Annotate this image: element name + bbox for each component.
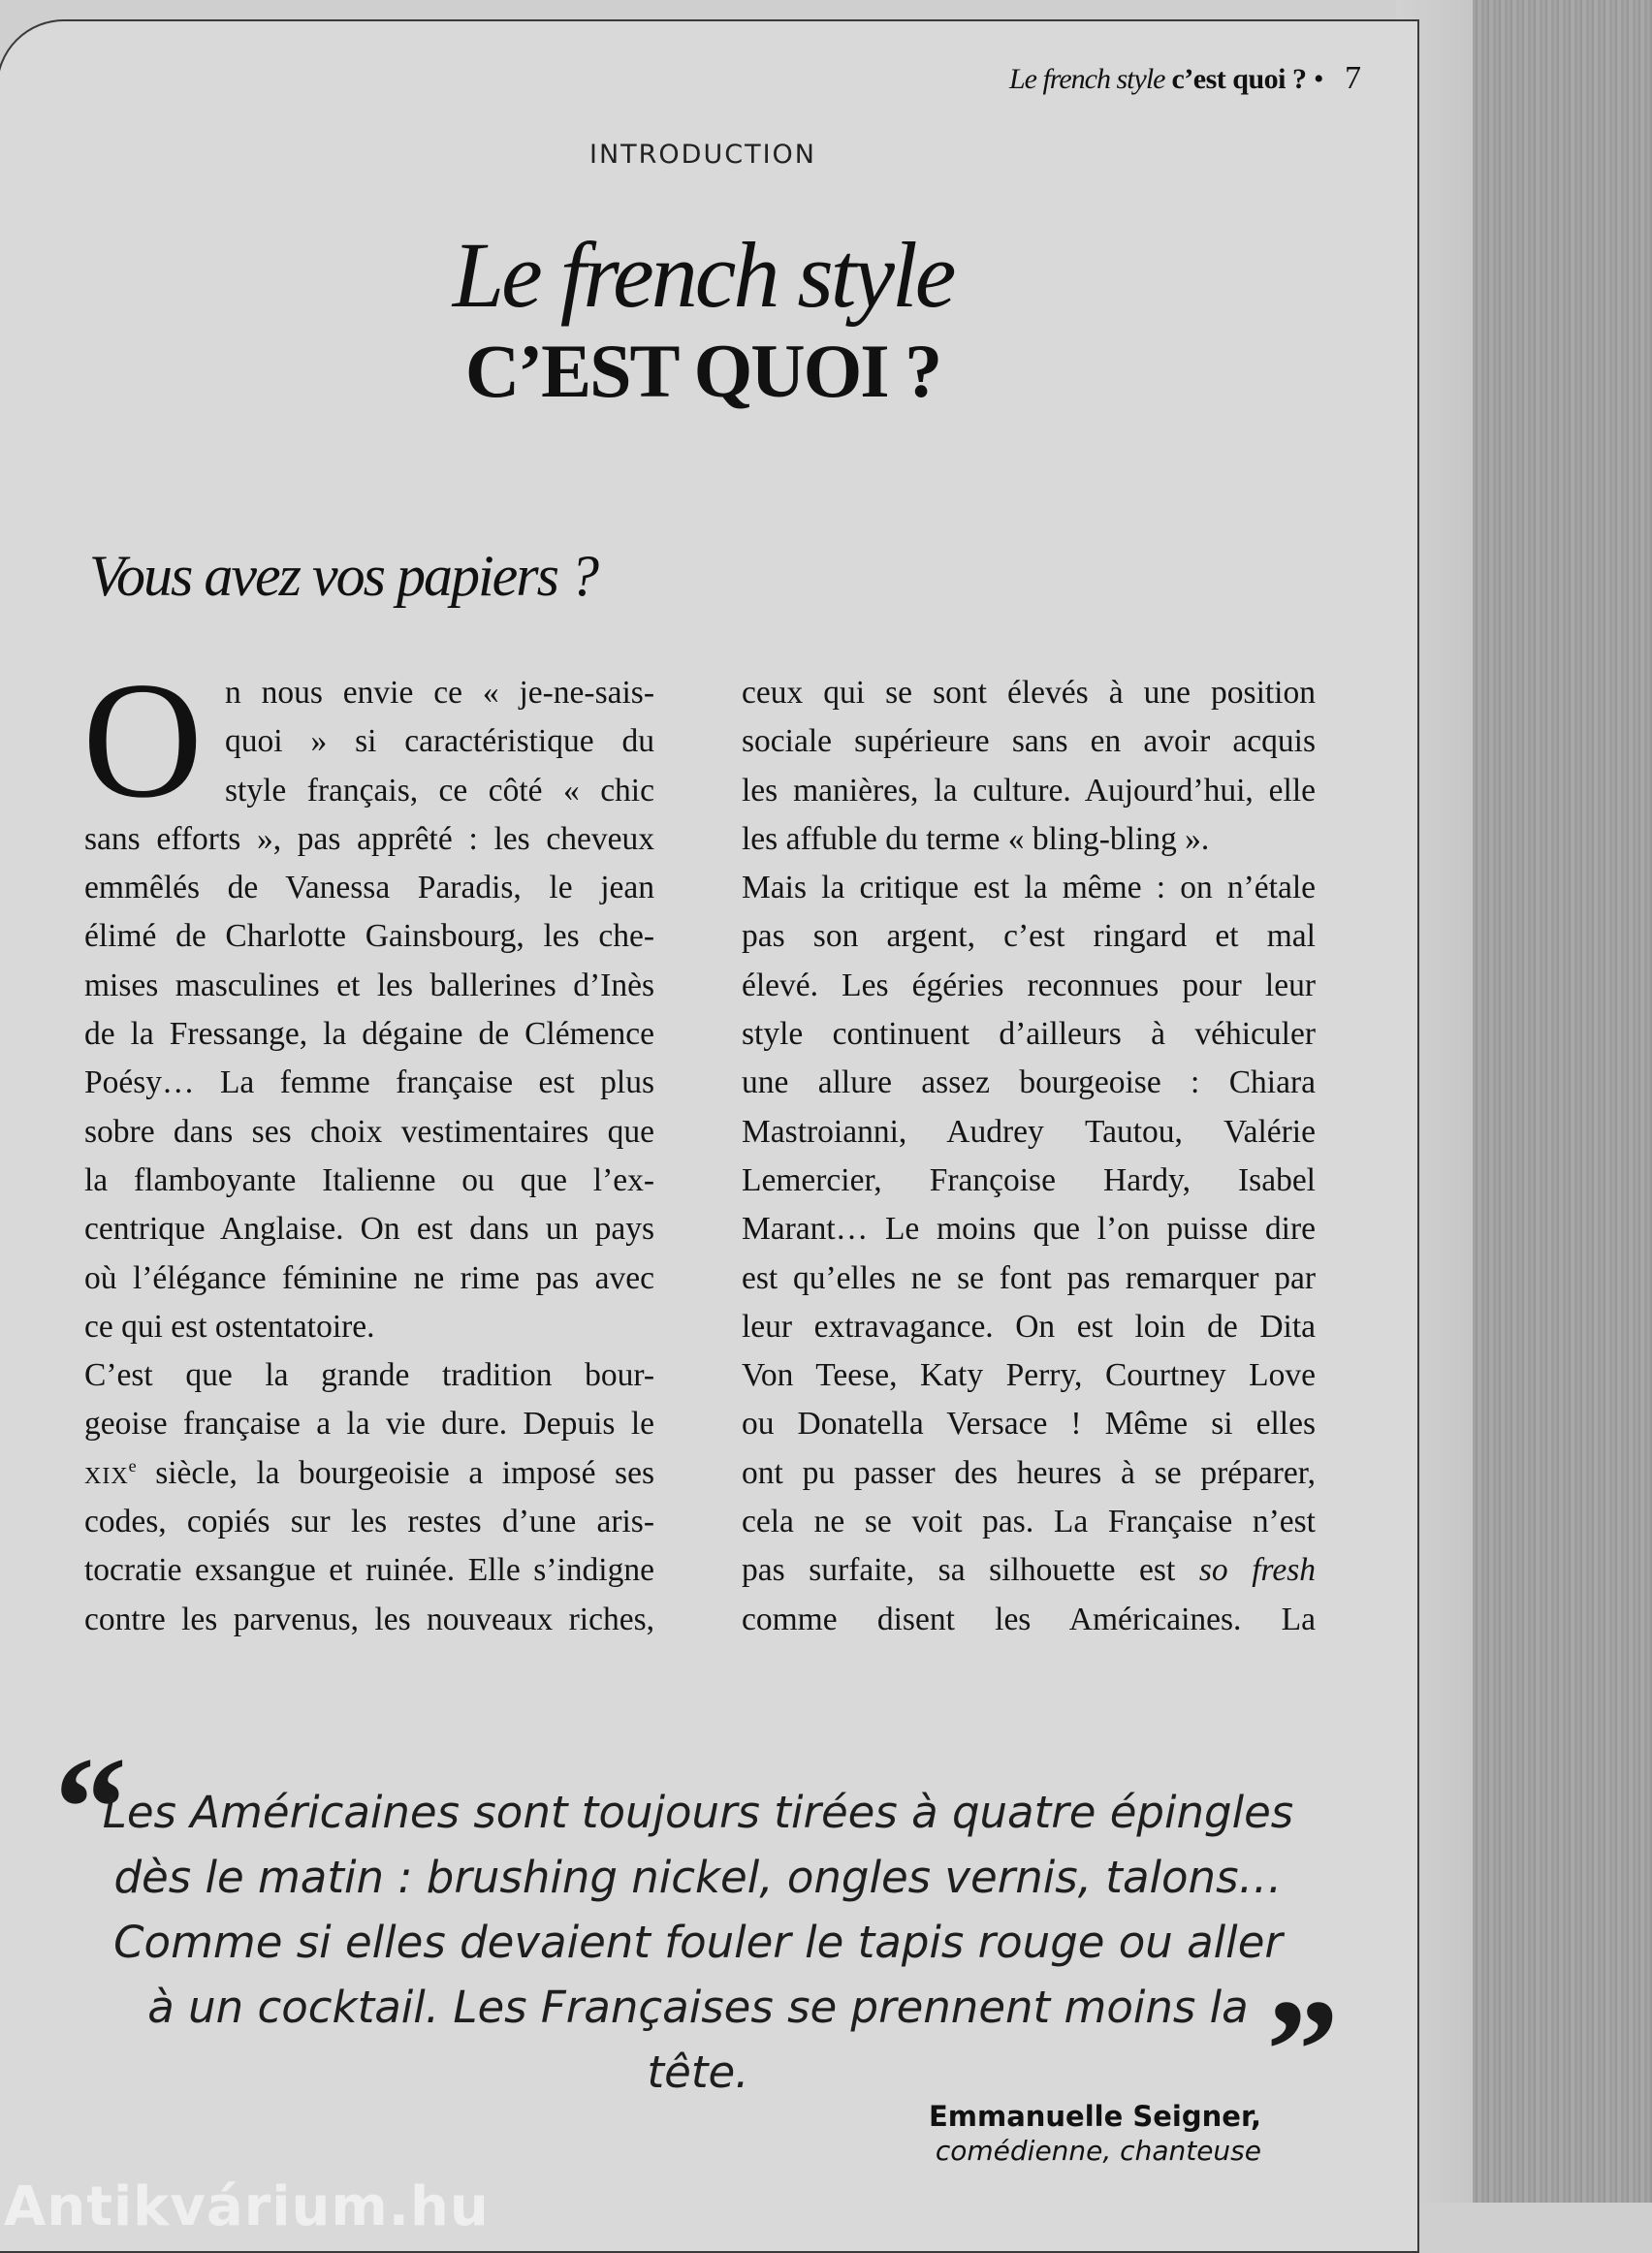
text-line	[84, 1351, 654, 1400]
text-line	[84, 1596, 654, 1644]
text-line	[84, 1157, 654, 1205]
text-segment: geoise française a la vie dure. Depuis le	[84, 1406, 654, 1443]
text-segment: la flamboyante Italienne ou que l’ex-	[84, 1161, 654, 1198]
text-line	[742, 1400, 1316, 1448]
text-segment: style continuent d’ailleurs à véhiculer	[742, 1016, 1316, 1053]
text-segment: Von Teese, Katy Perry, Courtney Love	[742, 1357, 1316, 1394]
text-segment: élevé. Les égéries reconnues pour leur	[742, 967, 1316, 1003]
text-line	[225, 767, 654, 815]
text-segment: où l’élégance féminine ne rime pas avec	[84, 1259, 654, 1296]
text-segment: Marant… Le moins que l’on puisse dire	[742, 1211, 1316, 1248]
watermark: Antikvárium.hu	[4, 2175, 490, 2238]
quote-line: Comme si elles devaient fouler le tapis rouge ou aller	[113, 1917, 1283, 1968]
text-line	[84, 864, 654, 912]
text-segment: style français, ce côté « chic	[225, 772, 654, 809]
text-segment: codes, copiés sur les restes d’une aris-	[84, 1504, 654, 1540]
text-segment: C’est que la grande tradition bour-	[84, 1357, 654, 1394]
text-line	[225, 717, 654, 766]
text-segment: sobre dans ses choix vestimentaires que	[84, 1113, 654, 1150]
text-segment: ce qui est ostentatoire.	[84, 1308, 375, 1345]
text-line	[742, 912, 1316, 961]
text-segment: pas surfaite, sa silhouette est	[742, 1552, 1199, 1589]
text-line	[742, 1254, 1316, 1303]
text-line	[742, 767, 1316, 815]
page-title-line2: C’EST QUOI ?	[464, 329, 941, 413]
text-line	[742, 1498, 1316, 1546]
text-line	[742, 669, 1316, 717]
text-line	[742, 962, 1316, 1010]
text-segment: n nous envie ce « je-ne-sais-	[225, 675, 654, 711]
text-segment: ont pu passer des heures à se préparer,	[742, 1454, 1316, 1491]
text-segment: quoi » si caractéristique du	[225, 723, 654, 760]
text-line	[742, 815, 1316, 864]
text-line	[84, 1010, 654, 1059]
subheading: Vous avez vos papiers ?	[89, 544, 597, 608]
quote-attribution	[929, 2099, 1261, 2169]
text-segment: leur extravagance. On est loin de Dita	[742, 1308, 1316, 1345]
quote-author-role: comédienne, chanteuse	[935, 2135, 1261, 2167]
text-segment: Mastroianni, Audrey Tautou, Valérie	[742, 1113, 1316, 1150]
text-segment: sociale supérieure sans en avoir acquis	[742, 723, 1316, 760]
text-line	[742, 1546, 1316, 1595]
text-segment: Lemercier, Françoise Hardy, Isabel	[742, 1161, 1316, 1198]
text-line	[84, 1400, 654, 1448]
text-segment: ceux qui se sont élevés à une position	[742, 675, 1316, 711]
text-segment: une allure assez bourgeoise : Chiara	[742, 1064, 1316, 1101]
text-segment: cela ne se voit pas. La Française n’est	[742, 1504, 1316, 1540]
open-quote-icon: “	[54, 1728, 127, 1888]
close-quote-icon: ”	[1266, 1970, 1339, 2131]
text-line	[742, 1205, 1316, 1253]
text-line	[84, 1108, 654, 1157]
text-segment: Mais la critique est la même : on n’étale	[742, 870, 1316, 906]
text-line	[84, 1498, 654, 1546]
text-line	[742, 1108, 1316, 1157]
text-segment: de la Fressange, la dégaine de Clémence	[84, 1016, 654, 1053]
text-line	[742, 1303, 1316, 1351]
text-line	[84, 962, 654, 1010]
text-line	[742, 717, 1316, 766]
text-line	[742, 1596, 1316, 1644]
text-line	[742, 1351, 1316, 1400]
text-segment: comme disent les Américaines. La	[742, 1601, 1316, 1637]
text-line	[84, 1059, 654, 1107]
pull-quote	[97, 1780, 1299, 2105]
text-line	[84, 1303, 654, 1351]
text-segment: tocratie exsangue et ruinée. Elle s’indigne	[84, 1552, 654, 1589]
text-line	[742, 1059, 1316, 1107]
text-segment: XIX	[84, 1463, 129, 1489]
quote-line: Les Américaines sont toujours tirées à quatre épingles	[102, 1787, 1294, 1838]
page-number: 7	[1345, 60, 1361, 96]
text-segment: contre les parvenus, les nouveaux riches,	[84, 1601, 654, 1637]
running-header-bullet: •	[1313, 63, 1324, 95]
drop-cap: O	[82, 649, 204, 833]
quote-line: dès le matin : brushing nickel, ongles vernis, talons…	[113, 1852, 1283, 1903]
text-line	[742, 864, 1316, 912]
text-segment: siècle, la bourgeoisie a imposé ses	[136, 1454, 654, 1491]
text-column-right	[742, 669, 1316, 1644]
text-segment: sans efforts », pas apprêté : les cheveux	[84, 820, 654, 857]
quote-line: à un cocktail. Les Françaises se prennent moins la tête.	[147, 1982, 1249, 2098]
text-line	[84, 1205, 654, 1253]
text-line	[84, 1546, 654, 1595]
text-line	[742, 1157, 1316, 1205]
page-title-line1: Le french style	[452, 223, 954, 327]
text-segment: so fresh	[1198, 1552, 1317, 1589]
text-segment: centrique Anglaise. On est dans un pays	[84, 1211, 654, 1248]
background-surface	[1473, 0, 1652, 2203]
text-segment: élimé de Charlotte Gainsbourg, les che-	[84, 918, 654, 955]
running-header-bold: c’est quoi ?	[1164, 63, 1307, 95]
quote-author: Emmanuelle Seigner,	[928, 2100, 1261, 2133]
text-line	[742, 1010, 1316, 1059]
text-line	[84, 1254, 654, 1303]
text-segment: mises masculines et les ballerines d’Inès	[84, 967, 654, 1003]
running-header-italic: Le french style	[1008, 63, 1165, 95]
text-line	[742, 1449, 1316, 1498]
text-segment: pas son argent, c’est ringard et mal	[742, 918, 1316, 955]
text-line	[84, 1449, 654, 1498]
text-segment: les manières, la culture. Aujourd’hui, elle	[742, 772, 1316, 809]
text-line	[225, 669, 654, 717]
text-segment: e	[128, 1455, 137, 1476]
text-segment: est qu’elles ne se font pas remarquer par	[742, 1259, 1316, 1296]
text-segment: emmêlés de Vanessa Paradis, le jean	[84, 870, 654, 906]
text-segment: Poésy… La femme française est plus	[84, 1064, 654, 1101]
running-header	[1009, 60, 1361, 97]
section-label: INTRODUCTION	[589, 140, 816, 170]
text-column-left	[82, 649, 654, 1644]
text-segment: les affuble du terme « bling-bling ».	[742, 820, 1210, 857]
text-segment: ou Donatella Versace ! Même si elles	[742, 1406, 1316, 1443]
text-line	[84, 912, 654, 961]
